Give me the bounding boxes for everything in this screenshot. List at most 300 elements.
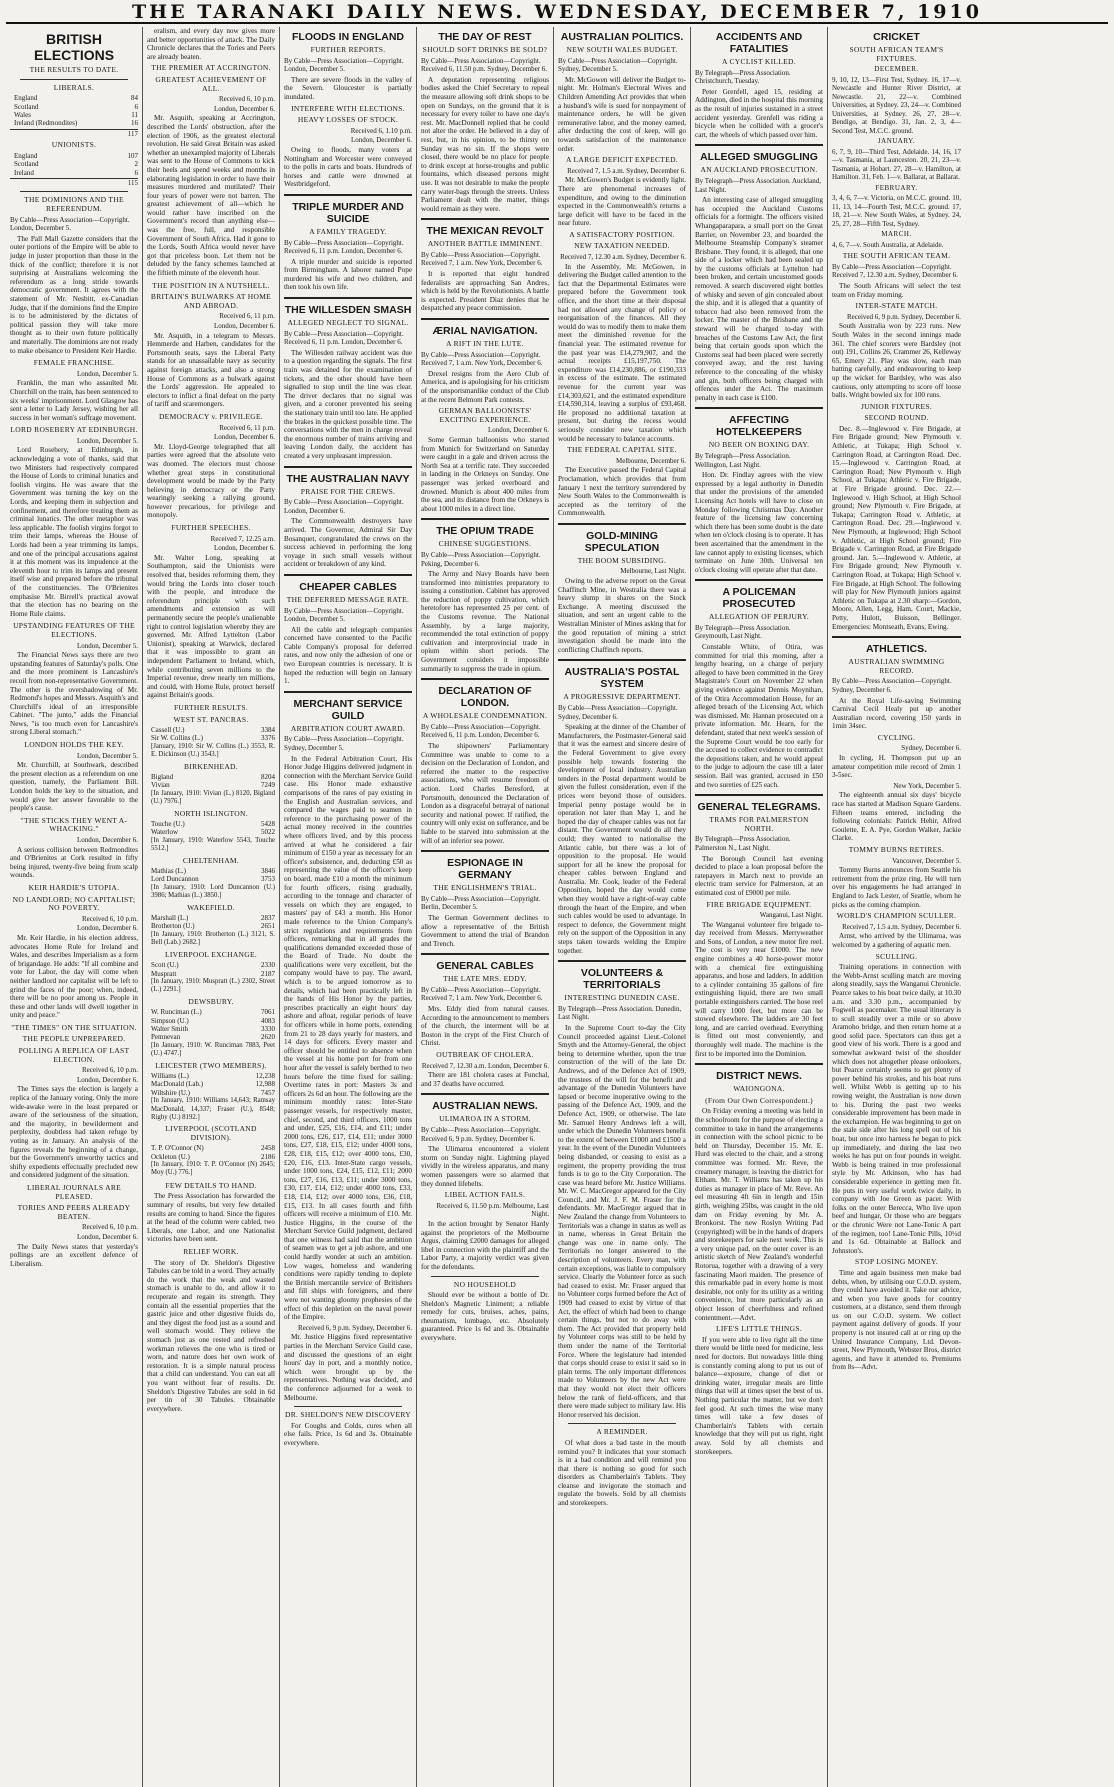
article-body: The Daily News states that yesterday's pollings are an excellent defence of Liberalism. bbox=[10, 1242, 138, 1268]
article-australian-politics bbox=[558, 31, 686, 518]
article-sticks bbox=[10, 817, 138, 880]
dateline: London, December 6. bbox=[76, 1232, 138, 1241]
divider bbox=[20, 191, 128, 192]
article-subtitle: TORIES AND PEERS ALREADY BEATEN. bbox=[17, 1203, 131, 1221]
poll-line bbox=[147, 1153, 275, 1161]
article-subtitle: ALLEGED NEGLECT TO SIGNAL. bbox=[287, 318, 409, 328]
article-subtitle: SOUTH AFRICAN TEAM'S FIXTURES. bbox=[849, 45, 944, 63]
article-subtitle: A CYCLIST KILLED. bbox=[722, 57, 796, 66]
article-few-details bbox=[147, 1182, 275, 1244]
article-aerial bbox=[421, 325, 549, 513]
byline: By Cable—Press Association—Copyright. Received 7, 1 a.m. New York, December 6. bbox=[421, 250, 543, 268]
divider bbox=[421, 850, 549, 852]
constituency-name: WAKEFIELD. bbox=[187, 902, 235, 912]
poll-line bbox=[147, 773, 275, 781]
article-subtitle: ANOTHER BATTLE IMMINENT. bbox=[427, 239, 543, 249]
column-7 bbox=[828, 27, 965, 1787]
results-title: THE RESULTS TO DATE. bbox=[29, 65, 119, 74]
article-body: Speaking at the dinner of the Chamber of Manufacturers, the Postmaster-General said that it was the earnest and sincere desire of the Federal Government to give every possible help towards fostering the development of local industry. Australian tenders in the Postal department would be given the fullest consideration, even if the prices were beyond those of outsiders. Imperial penny postage would be in operation not later than May 1, and he hoped the day of cheaper cables was not far distant. The Government would do all they could; they wanted to nationalise the Atlantic cable, but there was a lot of opposition to the proposal. He would support for all he knew the proposal for cheaper cables between England and Australia. Mr. Cook, leader of the Federal Opposition, hoped the day would come when they would have a right-of-way cable through the heart of the Empire, and when such cables would be used to advantage. In respect to defence, the Government might rely on the support of the Opposition in any steps taken towards welding the Empire together. bbox=[558, 723, 686, 955]
article-body: The Times says the election is largely a replica of the January voting. Only the more wide-awake were in the least prepared or aware of the seriousness of the situation, and the majority, in bewilderment and perplexity, doubtless had taken refuge by voting as in January. An analysis of the figures reveals the beginning of a change, but the Government's unworthy tactics and shifty expedients effectually precluded new and considered judgment of the situation. bbox=[10, 1085, 138, 1180]
article-subtitle: HEAVY LOSSES OF STOCK. bbox=[297, 115, 399, 125]
received-line: Received 6, 9 p.m. Sydney, December 6. bbox=[297, 1323, 412, 1332]
headline: GENERAL CABLES bbox=[436, 960, 534, 973]
article-further-results bbox=[147, 704, 275, 1178]
article-body: All the cable and telegraph companies concerned have consented to the Pacific Cable Company's proposal for deferred rates, and now only the adhesion of one or two European countries is necessary. It is hoped the reduction will begin on January 1. bbox=[284, 625, 412, 686]
headline: DISTRICT NEWS. bbox=[716, 1070, 802, 1083]
divider bbox=[421, 318, 549, 320]
article-postal-system bbox=[558, 666, 686, 955]
poll-line bbox=[147, 1025, 275, 1033]
article-body: In the Assembly, Mr. McGowen, in delivering the Budget called attention to the fact that the Departmental Estimates were prepared before the Government took office, and the short time at their disposal had not allowed any change of policy or reorganisation of the finances. All they would do was to modify them to make them meet the diminished revenue for the financial year. The estimated revenue for the past year was £14,279,907, and the actual receipts £15,197,750. The expenditure was £14,230,886, or £190,333 in excess of the estimate. The estimated revenue for the current year was £14,303,621, and the estimated expenditure £14,590,314, leaving a surplus of £93,468. He proposed no additional taxation at present, but during the recess would seriously consider new taxation which would be necessary to balance accounts. bbox=[558, 262, 686, 443]
article-subtitle: BRITAIN'S BULWARKS AT HOME AND ABROAD. bbox=[150, 292, 272, 310]
article-body: Some German balloonists who started from Munich for Switzerland on Saturday were caught in a gale and driven across the North Sea at a terrific rate. They succeeded in landing in the Orkneys on Sunday. One passenger was jerked overboard and drowned. Munich is about 400 miles from the sea, and its distance from the Orkneys is about 1000 miles in a direct line. bbox=[421, 435, 549, 513]
month-heading: JANUARY. bbox=[877, 137, 916, 146]
byline: By Telegraph—Press Association. Palmerston N., Last Night. bbox=[695, 835, 791, 852]
article-subtitle: A RIFT IN THE LUTE. bbox=[446, 339, 524, 349]
headline: THE AUSTRALIAN NAVY bbox=[286, 472, 410, 485]
divider bbox=[421, 218, 549, 220]
article-title: THE POSITION IN A NUTSHELL. bbox=[152, 280, 270, 290]
article-subtitle: ARBITRATION COURT AWARD. bbox=[290, 723, 406, 733]
dateline: London, December 6. bbox=[487, 426, 549, 435]
article-title: FEW DETAILS TO HAND. bbox=[165, 1180, 257, 1190]
divider bbox=[284, 466, 412, 468]
article-espionage bbox=[421, 857, 549, 948]
article-body: The eighteenth annual six days' bicycle race has started at Madison Square Gardens. Fifteen teams entered, including the following colonials: Patrick Hehir, Alfred Goulette, E. A. Pye, Gordon Walker, Jackie Clarke. bbox=[832, 791, 961, 843]
dateline: London, December 6. bbox=[213, 104, 275, 113]
dateline: London, December 5. bbox=[76, 641, 138, 650]
dateline: Melbourne, December 6. bbox=[616, 456, 686, 465]
article-title: THE PREMIER AT ACCRINGTON. bbox=[151, 63, 271, 73]
byline: By Cable—Press Association—Copyright. Received 6, 9 p.m. Sydney, December 6. bbox=[421, 1126, 541, 1143]
article-subtitle: SHOULD SOFT DRINKS BE SOLD? bbox=[422, 45, 548, 54]
received-line: Received 7, 12.25 a.m. bbox=[210, 534, 275, 543]
divider bbox=[832, 636, 961, 638]
divider bbox=[421, 1093, 549, 1095]
byline: By Cable—Press Association—Copyright. Sydney, December 5. bbox=[284, 735, 404, 753]
article-title: FURTHER RESULTS. bbox=[173, 702, 249, 712]
byline: By Cable—Press Association—Copyright. Received 6, 11 p.m. London, December 6. bbox=[284, 238, 404, 256]
advert-sheldon bbox=[284, 1411, 412, 1447]
article-body: The story of Dr. Sheldon's Digestive Tabules can be told in a word. They actually do the work that the weak and wasted stomach is unable to do, and allow it to recuperate and regain its strength. They contain all the essential properties that the gastric juice and other digestive fluids do, and they digest the food just as a sound and well stomach would. They relieve the stomach just as one rested and refreshed workman relieves the one who is tired or worn, and nature does her own work of restoration. It is a simple natural process that a child can understand. You can eat all you want without fear of results. Dr. Sheldon's Digestive Tabules are sold in 6d per tin of 30 Tabules. Obtainable everywhere. bbox=[147, 1258, 275, 1413]
article-body: Training operations in connection with the Webb-Arnst sculling match are moving along steadily, says the Wanganui Chronicle. Pearce takes to his boat twice daily, at 10.30 a.m. and 3.30 p.m., accompanied by Fogwell as pacemaker. The usual itinerary is to scull steadily over a mile or so above Aramoho bridge, and then return home at a good solid pace. Spectators can thus get a good view of his work. There is a good and somewhat awkward twist of the shoulder which does not altogether please onlookers, but Pearce certainly seems to get plenty of power behind his strokes, and his boat runs well. Whilst Webb is getting up to his rowing weight, the Australian is now down to his. During the past two weeks considerable improvement has been made in the exchampion. He was beginning to get on the stale side after his long spell out of his boat, but once into harness he began to pick up immediately, and during the last two weeks he has put on four pounds in weight. Webb is being trained in true professional style by Mr. Atkinson, who has had considerable experience in getting men fit. He puts in very useful work twice daily, in company with Joe Green as pacer. With folks on the outer Berecca, Who live upon beef and hungar, Or those who are beggars or the chronic Were not Lane-Tonic A part of the regimen, too! Lane-Tonic Pills, 10½d and 1s 6d. Obtainable at Ballock and Johnston's. bbox=[832, 963, 961, 1255]
divider bbox=[695, 407, 823, 409]
candidate-votes: 2651 bbox=[261, 922, 275, 931]
article-subtitle: AN AUCKLAND PROSECUTION. bbox=[700, 165, 818, 175]
article-relief-work bbox=[147, 1248, 275, 1413]
headline: AUSTRALIA'S POSTAL SYSTEM bbox=[564, 666, 680, 691]
constituency-name: WEST ST. PANCRAS. bbox=[173, 714, 249, 724]
article-body: In the Supreme Court to-day the City Council proceeded against Lieut.-Colonel Smyth and the Attorney-General, the object being to determine whether, upon the true construction of the will of the late Dr. Andrews, and of the Defence Act of 1909, the trustees of the will for the benefit and advantage of the Dunedin Volunteers have lapsed or become inoperative owing to the passing of the Defence Act, 1909, and the Defence Act, 1909, or otherwise. The late Mr. Samuel Henry Andrews left a will, under which the Dunedin Volunteers benefit to the extent of between £1000 and £1500 a year. In the event of the Dunedin Volunteers being disbanded, or ceasing to exist as a regiment, the property providing the trust funds is to go to the City Corporation. The case was heard before Mr. Justice Williams. Mr. W. C. MacGregor appeared for the City Council, and Mr. J. F. M. Fraser for the defendants. Mr. MacGregor argued that in New Zealand the change from Volunteers to Territorials was a change in status as well as in name, whereas in Great Britain the change was one in name only. The Territorials no longer answered to the description of volunteers. Every man, with certain exceptions, was liable to compulsory service. Clearly the Volunteer force as such had ceased to exist. Mr. Fraser argued that no Volunteer corps formed before the Act of 1909 had ceased to exist by virtue of that Act, the effect of which had been to change certain things, but not to do away with them. The Act provided that property held by Volunteer corps was still to be held by them under the name of the Territorial Force. Where the legislature had intended that corps should cease to exist it said so in plain terms. The only important differences made to Volunteers by the new Act were that they would not elect their officers below the rank of field-officers, and that there were made subject to military law. His Honor reserved his decision. bbox=[558, 1024, 686, 1419]
received-line: Received 7, 1.5 a.m. Sydney, December 6. bbox=[842, 922, 961, 931]
article-subtitle: LIBEL ACTION FAILS. bbox=[444, 1190, 526, 1200]
advert-title: NO HOUSEHOLD bbox=[453, 1279, 517, 1289]
previous-result: [In January, 1910: Waterlow 5543, Touche 5512.] bbox=[151, 836, 275, 853]
article-body: An interesting case of alleged smuggling has occupied the Auckland Customs officials for a fortnight. The officers visited Whangaparapara, a small port on the Great Barrier, on November 23, and boarded the Melbourne Steamship Company's steamer Brisbane. They found, it is alleged, that one side of a locker which had been sealed up by the customs officials at Lyttelton had been broken, and certain uncustomed goods removed. A search discovered eight bottles of whisky and seven of gin concealed about the ship, and it is alleged that a quantity of tobacco had also been removed from the locker. The master of the Brisbane and the steward will be charged to-day with breaches of the Customs Law Act, the first being that certain goods upon which the Customs seal had been placed were secretly conveyed away, and the rest having reference to the concealing of the whisky and gin, both officers being charged with offences under the Act. The maximum penalty in each case is £100. bbox=[695, 196, 823, 402]
table-row: Scotland 6 bbox=[14, 102, 138, 111]
article-subtitle: THE SOUTH AFRICAN TEAM. bbox=[842, 251, 951, 261]
article-subtitle: AUSTRALIAN SWIMMING RECORD. bbox=[848, 657, 945, 675]
article-subtitle: JUNIOR FIXTURES. bbox=[860, 401, 933, 411]
article-subtitle: A SATISFACTORY POSITION. bbox=[569, 229, 675, 239]
article-utopia bbox=[10, 884, 138, 1020]
table-row: Ireland (Redmondites) 16 bbox=[14, 119, 138, 128]
article-subtitle: FURTHER REPORTS. bbox=[310, 45, 386, 54]
column-3 bbox=[280, 27, 417, 1787]
article-body: A deputation representing religious bodies asked the Chief Secretary to repeal the measure allowing soft drink shops to be open on Sundays, on the ground that it is necessary for every toiler to have one day's rest. Mr. MacDonnell replied that he could not alter the order. He believed in a day of rest, but, in his opinion, to be thirsty on Sunday was no sin. If the shops were closed, there would be no place for people to drink except at horse-troughs and public fountains, which diseased persons might use. It was not desirable to make the people carry water-bags through the streets. Unless Parliament dealt with the matter, things would remain as they were. bbox=[421, 75, 549, 213]
article-subtitle: SECOND ROUND. bbox=[864, 413, 929, 423]
article-mexican bbox=[421, 225, 549, 313]
divider bbox=[431, 1276, 539, 1277]
divider bbox=[284, 194, 412, 196]
divider bbox=[558, 960, 686, 962]
candidate-votes: 2187 bbox=[261, 969, 275, 978]
article-dominions bbox=[10, 196, 138, 355]
candidate-votes: 3846 bbox=[261, 867, 275, 876]
article-subtitle: NEW SOUTH WALES BUDGET. bbox=[566, 45, 678, 54]
table-row: Ireland 6 bbox=[14, 168, 138, 177]
constituency-name: LIVERPOOL EXCHANGE. bbox=[164, 949, 258, 959]
article-upstanding bbox=[10, 622, 138, 737]
dateline: New York, December 5. bbox=[893, 781, 961, 790]
candidate-name: Simpson (U.) bbox=[151, 1016, 189, 1025]
candidate-votes: 2330 bbox=[261, 961, 275, 970]
article-body: Mr. Justice Higgins fixed representative parties in the Merchant Service Guild case, and discussed the questions of an eight hours' day in port, and a monthly notice, which were brought up by the representatives. Nothing was decided, and the conference adjourned for a week to Melbourne. bbox=[284, 1333, 412, 1402]
candidate-votes: 8204 bbox=[261, 772, 275, 781]
divider bbox=[695, 144, 823, 146]
advert-body: Time and again business men make bad debts, when, by utilising our C.O.D. system, they could have avoided it. Take our advice, and when you have goods for country customers, at a distance, send them through us on our C.O.D. system. We collect payment against delivery of goods. If your property is not insured call at or ring up the United Insurance Company, Ltd. Devon-street, New Plymouth, Webster Bros, district agents, and have it attended to. Premiums from 8s—Advt. bbox=[832, 1268, 961, 1372]
candidate-votes: 7249 bbox=[261, 781, 275, 790]
article-subtitle: THE PEOPLE UNPREPARED. bbox=[22, 1034, 126, 1044]
article-subtitle: A WHOLESALE CONDEMNATION. bbox=[422, 711, 548, 721]
article-merchant bbox=[284, 698, 412, 1402]
columns bbox=[6, 27, 1108, 1787]
constituency-name: LIVERPOOL (SCOTLAND DIVISION). bbox=[165, 1124, 257, 1142]
headline: ACCIDENTS AND FATALITIES bbox=[715, 31, 803, 55]
article-body: The Financial News says there are two upstanding features of Saturday's polls. One and the more prominent is Lancashire's recoil from non-representative Government. The other is the overshadowing of Mr. Redmond's hopes and Messrs. Asquith's and Churchill's ideal of an irresponsible Cabinet. "The junto," adds the Financial News, "is too much even for Lancashire's strong Liberal stomach." bbox=[10, 651, 138, 737]
article-subtitle: FIRE BRIGADE EQUIPMENT. bbox=[706, 899, 812, 909]
article-title: KEIR HARDIE'S UTOPIA. bbox=[28, 882, 120, 892]
byline: By Cable—Press Association—Copyright. Received 7, 1 a.m. New York, December 6. bbox=[421, 985, 543, 1003]
article-title: LIBERAL JOURNALS ARE PLEASED. bbox=[26, 1182, 122, 1201]
article-body: Tommy Burns announces from Seattle his retirement from the prize ring. He will turn over his engagements he had arranged in England to Jack Lester, of Seattle, whom he picks as the coming champion. bbox=[832, 866, 961, 909]
article-body: The South Africans will select the test team on Friday morning. bbox=[832, 281, 961, 299]
divider bbox=[695, 579, 823, 581]
byline: By Cable—Press Association—Copyright. London, December 5. bbox=[284, 606, 404, 624]
article-body: Mr. Walter Long, speaking at Southampton, said the Unionists were resolved that, besides reforming them, they would bring the Lords into closer touch with the people, and introduce the referendum principle with such amendments and extension as will permanently secure the people's unalienable right to control legislation whereby they are governed. Mr. Alfred Lyttelton (Labor Unionist), speaking at Warwick, declared that it was impossible to grant an independent Parliament to Ireland, which, while contributing seven millions to the Imperial revenue, drew nearly ten millions, and could, with Home Rule, protect herself against Britain's goods. bbox=[147, 553, 275, 700]
received-line: Received 7, 1.5 a.m. Sydney, December 6. bbox=[567, 166, 686, 175]
article-tories bbox=[10, 1184, 138, 1268]
article-general-cables bbox=[421, 960, 549, 1088]
article-navy bbox=[284, 473, 412, 569]
article-subtitle: WORLD'S CHAMPION SCULLER. bbox=[836, 911, 957, 921]
byline: By Cable—Press Association—Copyright. Received 6, 11 p.m. London, December 6. bbox=[421, 722, 541, 740]
article-subtitle: NO LANDLORD; NO CAPITALIST; NO POVERTY. bbox=[12, 894, 136, 913]
divider bbox=[20, 79, 128, 80]
article-body: A triple murder and suicide is reported from Birmingham. A laborer named Pope murdered his wife and two children, and then took his own life. bbox=[284, 257, 412, 292]
article-body: In the action brought by Senator Hardy against the proprietors of the Melbourne Argus, claiming £2000 damages for alleged libel in connection with the plaintiff and the Labor Party, a majority verdict was given for the defendants. bbox=[421, 1219, 549, 1271]
poll-line bbox=[147, 1080, 275, 1088]
received-line: Received 6, 10 p.m. bbox=[82, 1066, 138, 1075]
poll-line bbox=[147, 922, 275, 930]
previous-result: [In January, 1910: Muspratt (L.) 2302, Street (L.) 2291.] bbox=[151, 977, 275, 994]
candidate-votes: 2186 bbox=[261, 1152, 275, 1161]
article-body: Owing to the adverse report on the Great Chaffinch Mine, in Westralia there was a heavy slump in shares on the Stock Exchange. A meeting discussed the situation, and sent an urgent cable to the Westralian Minister of Mines asking that for the good reputation of mining a strict investigation should be made into the conflicting Chaffinch reports. bbox=[558, 577, 686, 654]
article-declaration-london bbox=[421, 685, 549, 845]
article-general-telegrams bbox=[695, 801, 823, 1058]
headline: A POLICEMAN PROSECUTED bbox=[722, 586, 796, 611]
article-title: LORD ROSEBERY AT EDINBURGH. bbox=[10, 425, 138, 435]
article-subtitle: TOMMY BURNS RETIRES. bbox=[848, 845, 945, 854]
divider bbox=[284, 574, 412, 576]
liberals-table bbox=[10, 94, 138, 138]
article-nutshell bbox=[147, 282, 275, 409]
byline: By Telegraph—Press Association. Wellington, Last Night. bbox=[695, 451, 791, 469]
constituency-name: BIRKENHEAD. bbox=[184, 761, 238, 771]
article-subtitle: NO BEER ON BOXING DAY. bbox=[708, 440, 810, 450]
article-title: DEMOCRACY v. PRIVILEGE. bbox=[158, 411, 264, 421]
article-subtitle: THE BOOM SUBSIDING. bbox=[577, 555, 667, 565]
article-title: UPSTANDING FEATURES OF THE ELECTIONS. bbox=[13, 621, 135, 639]
headline: ESPIONAGE IN GERMANY bbox=[447, 857, 523, 882]
previous-result: [In January, 1910: Williams 14,643; Ramsay MacDonald, 14,337; Fraser (U.), 8548; Rigby (U.) 8192.] bbox=[151, 1097, 275, 1121]
article-subtitle: CHINESE SUGGESTIONS. bbox=[438, 539, 532, 549]
article-subtitle: ALLEGATION OF PERJURY. bbox=[708, 612, 809, 622]
advert-body: Of what does a bad taste in the mouth remind you? It indicates that your stomach is in a bad condition and will remind you that there is nothing so good for such disorders as Chamberlain's Tablets. They cleanse and invigorate the stomach and regulate the bowels. Sold by all chemists and storekeepers. bbox=[558, 1438, 686, 1508]
fixture-list: 6, 7, 9, 10—Third Test, Adelaide. 14, 16, 17—v. Tasmania, at Launceston. 20, 21, 23—v. Tasmania, at Hobart. 27, 28—v. Hamilton, at Hamilton. 31, Feb. 1—v. Ballarat, at Ballarat. bbox=[832, 147, 961, 182]
article-body: Lord Rosebery, at Edinburgh, in acknowledging a vote of thanks, said that two Ministers had respectively compared the House of Lords to criminal lunatics and foolish virgins. He was aware that the Government was turning the key on the Lords, and keeping them in subjection and confinement, and therefore treating them as criminal lunatics. The other metaphor was less applicable. The foolish virgins forgot to trim their lamps, whereas the House of Lords had been a year trimming its lamps, and one of the principal accusations against it at this moment was its impudence at the eleventh hour to trim its lamps and present itself wise and prepared before the tribunal of the constituencies. The O'Brienites emphasise Mr. Birrell's practical avowal that the election has no bearing on the Home Rule claims. bbox=[10, 446, 138, 618]
article-body: There are 181 cholera cases at Funchal, and 37 deaths have occurred. bbox=[421, 1071, 549, 1088]
article-title: THE DOMINIONS AND THE REFERENDUM. bbox=[24, 195, 124, 214]
candidate-votes: 5428 bbox=[261, 820, 275, 828]
headline: VOLUNTEERS & TERRITORIALS bbox=[580, 967, 664, 992]
dateline: London, December 5. bbox=[76, 369, 138, 378]
candidate-name: Sir W. Collins (L.) bbox=[151, 734, 203, 743]
byline: By Telegraph—Press Association. Dunedin, Last Night. bbox=[558, 1004, 682, 1022]
candidate-votes: 2458 bbox=[261, 1144, 275, 1153]
dateline: London, December 5. bbox=[76, 436, 138, 445]
previous-result: [In January, 1910: Lord Duncannon (U.) 3986; Mathias (L.) 3850.] bbox=[151, 883, 275, 900]
dateline: Vancouver, December 5. bbox=[892, 856, 961, 865]
column-1 bbox=[6, 27, 143, 1787]
poll-line bbox=[147, 1144, 275, 1152]
divider bbox=[695, 1063, 823, 1065]
dateline: London, December 6. bbox=[76, 924, 138, 933]
article-body: On Friday evening a meeting was held in the schoolroom for the purpose of electing a committee to take in hand the arrangements in connection with the school picnic to be held on Thursday, December 15. Mr. E. Hurd was elected to the chair, and a strong committee was formed. Mr. Reve, the creamery manager, is leaving the district for Eltham. Mr. T. Williams has taken up his duties as manager in place of Mr. Reve. An eel measuring 4ft 6in in length and 15in girth, weighing 25lbs, was caught in the old dam on Friday evening by Mr. A. Bronkorst. The new Roslyn Writing Pad (copyrighted) will be in the hands of drapers and storekeepers for sale next week. This is a very unique pad, on the outer cover is an artistic sketch of New Zealand's wonderful Rotorua, together with a drawing of a very fascinating Maori maiden. The presence of this remarkable pad in every home is most desirable, not only for its utility as a writing convenience, but more particularly as an object lesson of cheerfulness and refined contentment.—Advt. bbox=[695, 1107, 823, 1322]
candidate-votes: 2837 bbox=[261, 914, 275, 923]
received-line: Received 6, 10 p.m. bbox=[82, 1223, 138, 1232]
article-title: FEMALE FRANCHISE. bbox=[33, 358, 115, 368]
constituency-name: NORTH ISLINGTON. bbox=[174, 808, 248, 818]
previous-result: [In January, 1910: Vivian (L.) 8120, Bigland (U.) 7976.] bbox=[151, 789, 275, 806]
article-body: It is reported that eight hundred federalists are approaching San Andres, which is held by the Revolutionists. A battle is expected. President Diaz denies that he despatched any peace commission. bbox=[421, 270, 549, 313]
dateline: London, December 6. bbox=[76, 1075, 138, 1084]
candidate-name: Walter Smith bbox=[151, 1024, 188, 1033]
previous-result: [In January, 1910: W. Runciman 7883, Peet (U.) 4747.] bbox=[151, 1041, 275, 1058]
candidate-name: Mathias (L.) bbox=[151, 867, 186, 876]
article-body: A serious collision between Redmondites and O'Brienites at Cork resulted in fifty being injured, twenty-five being from scalp wounds. bbox=[10, 845, 138, 880]
candidate-votes: 12,238 bbox=[255, 1071, 275, 1080]
byline: By Cable—Press Association—Copyright. Peking, December 6. bbox=[421, 550, 541, 568]
article-body: eralism, and every day now gives more and better opportunities of attack. The Daily Chronicle declares that the Tories and Peers are already beaten. bbox=[147, 27, 275, 61]
article-subtitle: SCULLING. bbox=[875, 951, 918, 961]
advert-title: A REMINDER. bbox=[596, 1427, 648, 1437]
article-body: Mr. Asquith, in a telegram to Messrs. Hemmerde and Harben, candidates for the Portsmouth seats, says the Liberal Party stands for an unassailable navy as security against foreign attacks, and also a strong House of Commons as a bulwark against the Lords' aggression. He appealed to electors to inflict a final defeat on the party of tariff and scaremongers. bbox=[147, 331, 275, 409]
article-democracy bbox=[147, 413, 275, 520]
candidate-votes: 7061 bbox=[261, 1008, 275, 1017]
article-body: Constable White, of Otira, was committed for trial this morning, after a lengthy hearing, on a charge of perjury alleged to have been committed in the Grey Magistrate's Court on November 22 when giving evidence against Dennis Moynihan, of the Otira Accommodation House, for an alleged breach of the Licensing Act, which was dismissed. Mr. Hannan prosecuted on a private information. Mr. Hearn, for the defendant, stated that next week's session of the Supreme Court would be too early for the accused to collect evidence to contradict the depositions taken, and he would appeal to the judge to adjourn the case till a later session. Bail was granted, accused in £50 and two sureties of £25 each. bbox=[695, 643, 823, 789]
constituency-name: DEWSBURY. bbox=[188, 996, 234, 1006]
divider bbox=[421, 953, 549, 955]
article-times bbox=[10, 1024, 138, 1180]
candidate-votes: 5022 bbox=[261, 828, 275, 837]
article-body: In cycling, H. Thompson put up an amateur competition mile record of 2min 1 3-5sec. bbox=[832, 754, 961, 780]
dateline: Wanganui, Last Night. bbox=[759, 911, 823, 920]
column-6 bbox=[691, 27, 828, 1787]
headline-british-elections: BRITISH ELECTIONS bbox=[33, 31, 115, 63]
headline: CRICKET bbox=[873, 31, 920, 43]
article-subtitle: POLLING A REPLICA OF LAST ELECTION. bbox=[18, 1046, 130, 1064]
table-row: Scotland 2 bbox=[14, 160, 138, 169]
constituency-name: LEICESTER (TWO MEMBERS). bbox=[155, 1060, 267, 1070]
divider bbox=[695, 794, 823, 796]
article-volunteers bbox=[558, 967, 686, 1419]
candidate-votes: 3376 bbox=[261, 734, 275, 743]
received-line: Received 6, 1.10 p.m. bbox=[350, 126, 412, 135]
article-body: The shipowners' Parliamentary Committee was unable to come to a decision on the Declaration of London, and referred the matter to the respective associations, who will resume freedom of action. Lord Charles Beresford, at Portsmouth, denounced the Declaration of London as a disgraceful betrayal of national security and national power. If ratified, the country will only exist on sufferance, and be liable to be starved into submission at the will of an inferior sea power. bbox=[421, 742, 550, 845]
poll-line bbox=[147, 875, 275, 883]
received-line: Received 6, 9 p.m. Sydney, December 6. bbox=[846, 312, 961, 321]
byline: By Cable—Press Association—Copyright. Sydney, December 6. bbox=[558, 704, 678, 721]
table-row: England 84 bbox=[14, 94, 138, 103]
byline: By Telegraph—Press Association. Christchurch, Tuesday. bbox=[695, 68, 791, 86]
advert-body: Should ever be without a bottle of Dr. Sheldon's Magnetic Liniment; a reliable remedy for cuts, bruises, aches, pains, rheumatism, lumbago, etc. Absolutely guaranteed. Price 1s 6d and 3s. Obtainable everywhere. bbox=[421, 1291, 549, 1343]
byline: By Cable—Press Association—Copyright. Received 7, 12.30 a.m. Sydney, December 6. bbox=[832, 262, 958, 280]
article-subtitle: GREATEST ACHIEVEMENT OF ALL. bbox=[155, 74, 267, 93]
article-subtitle: INTER-STATE MATCH. bbox=[855, 301, 938, 311]
article-accidents bbox=[695, 31, 823, 139]
poll-line bbox=[147, 1008, 275, 1016]
column-5 bbox=[554, 27, 691, 1787]
liberals-title: LIBERALS. bbox=[53, 82, 95, 92]
headline: AUSTRALIAN NEWS. bbox=[432, 1100, 538, 1113]
poll-line bbox=[147, 820, 275, 828]
article-subtitle: A PROGRESSIVE DEPARTMENT. bbox=[563, 692, 681, 702]
advert-body: For Coughs and Colds, cures when all else fails. Price, 1s 6d and 3s. Obtainable everywhere. bbox=[284, 1421, 412, 1447]
article-body: There are severe floods in the valley of the Severn. Gloucester is partially inundated. bbox=[284, 75, 412, 101]
previous-result: [January, 1910: Sir W. Collins (L.) 3553, R. E. Dickinson (U.) 3543.] bbox=[151, 742, 275, 759]
article-body: The Army and Navy Boards have been transformed into ministries preparatory to issuing a constitution. Cabinet has approved the reduction of poppy cultivation, which heretofore has represented 25 per cent. of the Customs revenue. The National Assembly, by a large majority, recommended the total extinction of poppy cultivation and interprovincial trade in opium within short periods. The Government considers it impossible summarily to suppress the trade in opium. bbox=[421, 570, 549, 673]
article-body: Arnst, who arrived by the Ulimaroa, was welcomed by a gathering of aquatic men. bbox=[832, 932, 961, 949]
fixture-list: 3, 4, 6, 7—v. Victoria, on M.C.C. ground. 10, 11, 13, 14—Fourth Test, M.C.C. ground. 17, 18, 21—v. New South Wales, at Sydney. 24, 25, 27, 28—Fifth Test, Sydney. bbox=[832, 194, 961, 228]
article-body: Hon. Dr. Findlay agrees with the view expressed by a legal authority in Dunedin that under the provisions of the amended Licensing Act hotels will have to close on Monday following Christmas Day. Another feature of the licensing law concerning which there has been some doubt is the date when ten o'clock closing is to operate. It has been ascertained that the amendment in the law cannot apply to existing licenses, which terminate on June 30th. Universal ten o'clock closing will operate after that date. bbox=[695, 471, 823, 574]
poll-line bbox=[147, 961, 275, 969]
fixture-list: 4, 6, 7—v. South Australia, at Adelaide. bbox=[832, 240, 944, 249]
headline: MERCHANT SERVICE GUILD bbox=[293, 697, 403, 722]
byline: By Telegraph—Press Association. Auckland, Last Night. bbox=[695, 176, 821, 194]
advert-body: If you were able to live right all the time there would be little need for medicine, less need for doctors. But nowadays little thing is constantly coming along to put us out of balance—exposure, change of diet or drinking water, irregular meals are little things that will at times upset the best of us. Nothing particular the matter, but we don't feel good. At such times the wise many times will take a few doses of Chamberlain's Tablets with certain knowledge that they will put us right, right away. Sold by all chemists and storekeepers. bbox=[695, 1335, 823, 1456]
column-4 bbox=[417, 27, 554, 1787]
poll-line bbox=[147, 1033, 275, 1041]
received-line: Received 6, 11 p.m. bbox=[219, 312, 275, 321]
headline: THE WILLESDEN SMASH bbox=[284, 304, 412, 317]
article-body: Franklin, the man who assaulted Mr. Churchill on the train, has been sentenced to six weeks' imprisonment. Lord Glasgow has sent a letter to Lady Jersey, wishing her all success in her woman's suffrage movement. bbox=[10, 379, 138, 422]
article-body: Mr. Lloyd-George telegraphed that all parties were agreed that the absolute veto was doomed. The electors must choose whether great steps in constitutional development would be made by the Party believing in democracy or the Party wearingly seeking a rallying ground, however precarious, for privilege and monopoly. bbox=[147, 442, 275, 520]
headline: AUSTRALIAN POLITICS. bbox=[560, 31, 684, 43]
candidate-name: Cassell (U.) bbox=[151, 725, 185, 734]
poll-line bbox=[147, 828, 275, 836]
advert-title: STOP LOSING MONEY. bbox=[855, 1257, 938, 1267]
divider bbox=[421, 518, 549, 520]
received-line: Received 7, 12.30 a.m. Sydney, December 6. bbox=[560, 253, 686, 262]
unionists-table bbox=[10, 152, 138, 188]
dateline: London, December 5. bbox=[76, 751, 138, 760]
article-body: Mr. Keir Hardie, in his election address, advocates Home Rule for Ireland and Wales, and describes Imperialism as a form of brigandage. He adds: "If all combine and vote for Labor, the day will come when neither landlord nor capitalist will be left to grind the faces of the poor; when, indeed, there will be no poor among us. People in these and other lands will dwell together in unity and peace." bbox=[10, 933, 138, 1020]
article-subtitle: INTERESTING DUNEDIN CASE. bbox=[564, 993, 680, 1003]
article-subtitle: A LARGE DEFICIT EXPECTED. bbox=[566, 155, 678, 165]
candidate-name: Ockleton (U.) bbox=[151, 1152, 190, 1161]
article-body: South Australia won by 223 runs. New South Wales in the second innings made 361. The chief scorers were Bardsley (not out) 191, Collins 26, Crammer 26, Kelleway 65, Emery 21. Play was slow, each man batting carefully, and endeavouring to keep up the wicket for Bardsley, who was also cautious, only attempting to score off loose balls. Wright bowled six for 100 runs. bbox=[832, 322, 961, 400]
liberals-total: 117 bbox=[10, 129, 138, 138]
article-premier bbox=[147, 64, 275, 277]
article-title: FURTHER SPEECHES. bbox=[171, 523, 251, 533]
article-body: The Press Association has forwarded the summary of results, but very few detailed results are coming to hand. Since the figures at the head of the column were cabled, two Liberals, one Labor, and one Nationalist victories have been sent. bbox=[147, 1192, 275, 1244]
candidate-name: Brotherton (U.) bbox=[151, 922, 195, 931]
article-body: Mrs. Eddy died from natural causes. According to the announcement to members of the church, the interment will be at Boston in the crypt of the First Church of Christ. bbox=[421, 1005, 549, 1048]
article-title: RELIEF WORK. bbox=[183, 1247, 239, 1256]
byline: By Cable—Press Association—Copyright. Received 6, 11.50 p.m. Sydney, December 6. bbox=[421, 56, 548, 74]
received-line: Received 6, 11 p.m. bbox=[219, 423, 275, 432]
divider bbox=[558, 659, 686, 661]
unionists-title: UNIONISTS. bbox=[51, 140, 97, 150]
constituency-name: CHELTENHAM. bbox=[182, 855, 240, 865]
received-line: Received 7, 12.30 a.m. London, December 6. bbox=[421, 1061, 549, 1070]
article-body: The Executive passed the Federal Capital Proclamation, which provides that from January 1 next the territory surrendered by New South Wales to the Commonwealth is accepted as the territory of the Commonwealth. bbox=[558, 466, 686, 518]
article-subtitle: GERMAN BALLOONISTS' EXCITING EXPERIENCE. bbox=[438, 406, 532, 424]
candidate-votes: 7457 bbox=[261, 1088, 275, 1097]
article-body: Mr. McGowen will deliver the Budget to-night. Mr. Holman's Electoral Wives and Children Amending Act provides that when a husband's wife is sued for nonpayment of maintenance orders, he will be given remunerative labor, and the money earned, after deducting the cost of keep, will go towards satisfaction of the maintenance order. bbox=[558, 75, 686, 153]
headline: ÆRIAL NAVIGATION. bbox=[432, 325, 538, 338]
divider bbox=[284, 297, 412, 299]
fixtures bbox=[832, 65, 961, 249]
poll-line bbox=[147, 1089, 275, 1097]
candidate-name: Wiltshire (U.) bbox=[151, 1088, 190, 1097]
article-subtitle: CYCLING. bbox=[877, 732, 916, 742]
article-gold-mining bbox=[558, 530, 686, 655]
candidate-name: Pemnevan bbox=[151, 1033, 181, 1042]
table-row: England 107 bbox=[14, 151, 138, 160]
candidate-votes: 3753 bbox=[261, 875, 275, 884]
article-body: The Borough Council last evening decided to place a loan proposal before the ratepayers in March next to provide an electric tram service for Palmerston, at an estimated cost of £9000 per mile. bbox=[695, 854, 823, 897]
article-subtitle: TRAMS FOR PALMERSTON NORTH. bbox=[709, 815, 809, 833]
column-2 bbox=[143, 27, 280, 1787]
article-body: At the Royal Life-saving Swimming Carnival Cecil Healy put up another Australian record, covering 150 yards in 1min 34sec. bbox=[832, 696, 961, 731]
previous-result: [In January, 1910: Brotherton (L.) 3121, S. Bell (Lab.) 2682.] bbox=[151, 930, 275, 947]
article-subtitle: OUTBREAK OF CHOLERA. bbox=[436, 1050, 534, 1060]
advert-reminder bbox=[558, 1428, 686, 1507]
divider bbox=[568, 1423, 676, 1424]
article-body: The Wanganui volunteer fire brigade to-day received from Messrs. Merryweather and Sons, of London, a new motor fire reel. The cost is very near £1000. The new engine combines a 40 horse-power motor with a chemical fire extinguishing apparatus, and hose and ladders. In addition to a cylinder containing 35 gallons of fire extinguishing liquid, there are two small portable extinguishers carried. The hose reel will carry 1000 feet, but more can be stowed elsewhere. The ladders are 30 feet long, and are carried overhead. Everything is fitted out most conveniently, and thoroughly well made. The machine is the first to be imported into the Dominion. bbox=[695, 920, 823, 1058]
headline: ALLEGED SMUGGLING bbox=[700, 151, 818, 164]
article-cables bbox=[284, 581, 412, 686]
headline: THE OPIUM TRADE bbox=[436, 525, 534, 538]
candidate-name: Vivian bbox=[151, 781, 170, 790]
candidate-name: Lord Duncannon bbox=[151, 875, 199, 884]
dateline: Melbourne, Last Night. bbox=[620, 567, 686, 576]
article-body: Mr. Asquith, speaking at Accrington, described the Lords' obstruction, after the election of 1906, as the greatest electoral revolution. He said Great Britain was asked whether an unexampled majority of Liberals was sent to the House of Commons to kick their heels and spend weeks and months in elaborating legislation in order to have their measures murdered and mutilated? Their four years of power were not barren. The greatest achievement of all—which he would rather have inscribed on the Government's record than anything else—was the free, full, and responsible Government of South Africa. Had it gone to the Lords, South Africa would never have got that priceless boon. Let them not be deluded by the fancy schemes launched at the fiftieth minute of the eleventh hour. bbox=[147, 114, 275, 278]
candidate-name: Waterlow bbox=[151, 828, 179, 837]
poll-line bbox=[147, 781, 275, 789]
